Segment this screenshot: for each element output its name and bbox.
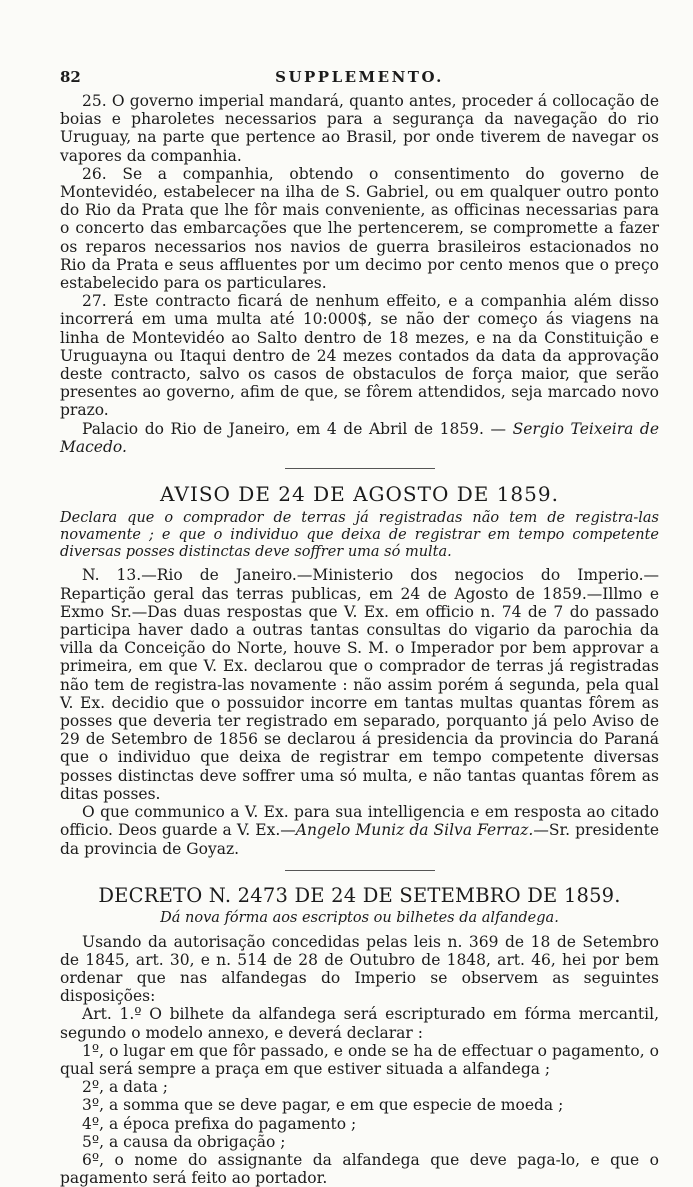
aviso-signature: Angelo Muniz da Silva Ferraz. <box>295 821 534 840</box>
decreto-title: DECRETO N. 2473 DE 24 DE SETEMBRO DE 1859. <box>98 883 621 907</box>
list-item: 6º, o nome do assignante da alfandega que deve paga-lo, e que o pagamento será feito ao portador. <box>60 1150 659 1187</box>
decreto-intro: Usando da autorisação concedidas pelas leis n. 369 de 18 de Setembro de 1845, art. 30, e n. 514 de 28 de Outubro de 1848, art. 46, hei por bem ordenar que nas alfandegas do Imperio se observem as seguintes disposições: <box>60 932 659 1006</box>
list-item: 3º, a somma que se deve pagar, e em que especie de moeda ; <box>82 1096 564 1115</box>
page-number: 82 <box>60 68 81 86</box>
contract-section <box>60 92 659 456</box>
aviso-body: N. 13.—Rio de Janeiro.—Ministerio dos negocios do Imperio.—Repartição geral das terras publicas, em 24 de Agosto de 1859.—Illmo e Exmo Sr.—Das duas respostas que V. Ex. em officio n. 74 de 7 do passado participa haver dado a outras tantas consultas do vigario da parochia da villa da Conceição do Norte, houve S. M. o Imperador por bem approvar a primeira, em que V. Ex. declarou que o comprador de terras já registradas não tem de registra-las novamente : não assim porém á segunda, pela qual V. Ex. decidio que o possuidor incorre em tantas multas quantas fôrem as posses que deveria ter registrado em separado, porquanto já pelo Aviso de 29 de Setembro de 1856 se declarou á presidencia da provincia do Paraná que o individuo que deixa de registrar em tempo competente diversas posses distinctas deve soffrer uma só multa, e não tantas quantas fôrem as ditas posses. <box>60 566 659 803</box>
running-header <box>60 68 659 92</box>
signature: Sergio Teixeira de Macedo. <box>60 419 659 456</box>
aviso-section <box>60 482 659 858</box>
aviso-title: AVISO DE 24 DE AGOSTO DE 1859. <box>160 482 559 507</box>
aviso-summary: Declara que o comprador de terras já registradas não tem de registra-las novamente ; e que o individuo que deixa de registrar em tempo competente diversas posses distinctas deve soffrer uma só multa. <box>60 510 659 560</box>
decreto-item-list <box>60 1042 659 1187</box>
list-item: 2º, a data ; <box>82 1078 168 1097</box>
list-item: 4º, a época prefixa do pagamento ; <box>82 1114 357 1133</box>
running-title: SUPPLEMENTO. <box>275 68 444 86</box>
decreto-section <box>60 884 659 1187</box>
decreto-article-1: Art. 1.º O bilhete da alfandega será escripturado em fórma mercantil, segundo o modelo annexo, e deverá declarar : <box>60 1005 659 1042</box>
article-26: 26. Se a companhia, obtendo o consentimento do governo de Montevidéo, estabelecer na ilha de S. Gabriel, ou em qualquer outro ponto do Rio da Prata que lhe fôr mais conveniente, as officinas necessarias para o concerto das embarcações que lhe pertencerem, se compromette a fazer os reparos necessarios nos navios de guerra brasileiros estacionados no Rio da Prata e seus affluentes por um decimo por cento menos que o preço estabelecido para os particulares. <box>60 164 659 293</box>
decreto-summary: Dá nova fórma aos escriptos ou bilhetes da alfandega. <box>160 909 559 926</box>
section-divider <box>285 468 435 469</box>
contract-closing <box>60 420 659 456</box>
section-divider <box>285 870 435 871</box>
article-25: 25. O governo imperial mandará, quanto antes, proceder á collocação de boias e pharoletes necessarios para a segurança da navegação do rio Uruguay, na parte que pertence ao Brasil, por onde tiverem de navegar os vapores da companhia. <box>60 92 659 165</box>
article-27: 27. Este contracto ficará de nenhum effeito, e a companhia além disso incorrerá em uma multa até 10:000$, se não der começo ás viagens na linha de Montevidéo ao Salto dentro de 18 mezes, e na da Constituição e Uruguayna ou Itaqui dentro de 24 mezes contados da data da approvação deste contracto, salvo os casos de obstaculos de força maior, que serão presentes ao governo, afim de que, se fôrem attendidos, seja marcado novo prazo. <box>60 292 659 420</box>
aviso-addressee: —Sr. presidente da provincia de Goyaz. <box>60 821 660 858</box>
aviso-closing-text: O que communico a V. Ex. para sua intelligencia e em resposta ao citado officio. Deos guarde a V. Ex.— <box>60 803 659 840</box>
list-item: 5º, a causa da obrigação ; <box>82 1132 286 1151</box>
closing-place-date: Palacio do Rio de Janeiro, em 4 de Abril de 1859. — <box>82 419 507 438</box>
list-item: 1º, o lugar em que fôr passado, e onde se ha de effectuar o pagamento, o qual será sempre a praça em que estiver situada a alfandega ; <box>60 1041 659 1078</box>
aviso-closing <box>60 803 659 858</box>
